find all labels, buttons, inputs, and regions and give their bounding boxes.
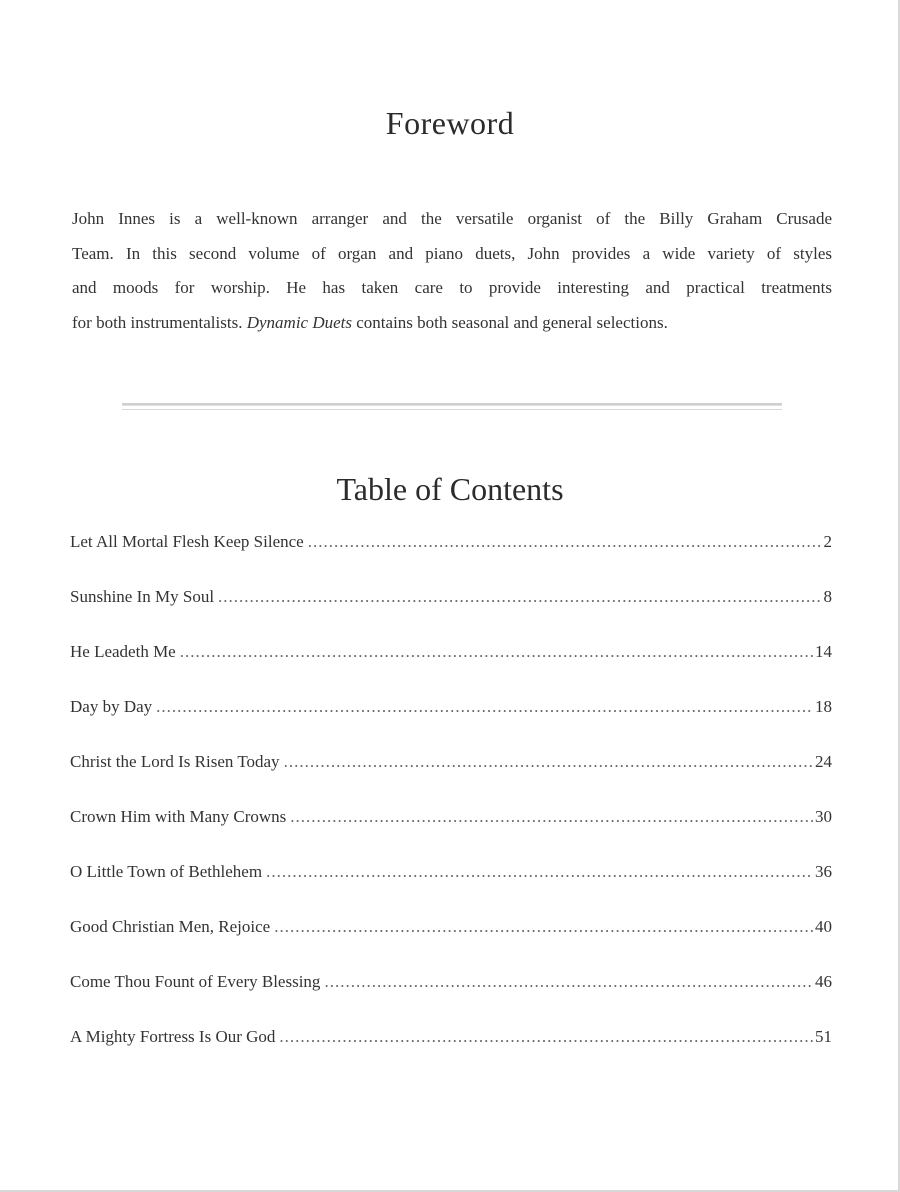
foreword-paragraph (72, 202, 832, 340)
toc-entry (70, 972, 832, 1027)
toc-entry (70, 697, 832, 752)
toc-entry-page: 14 (815, 642, 832, 661)
toc-title: Table of Contents (336, 471, 564, 507)
toc-entry-title: He Leadeth Me (70, 642, 176, 661)
foreword-line: John Innes is a well-known arranger and the versatile organist of the Billy Graham Crusade (72, 209, 832, 228)
toc-dot-leader (284, 752, 813, 772)
toc-entry-title: A Mighty Fortress Is Our God (70, 1027, 276, 1046)
toc-entry-page: 36 (815, 862, 832, 881)
toc-dot-leader (274, 917, 813, 937)
toc-dot-leader (308, 532, 822, 552)
table-of-contents (70, 532, 832, 1082)
book-title-italic: Dynamic Duets (246, 312, 352, 332)
toc-entry (70, 587, 832, 642)
toc-entry-page: 51 (815, 1027, 832, 1046)
foreword-line (72, 306, 832, 341)
foreword-line: and moods for worship. He has taken care to provide interesting and practical treatments (72, 278, 832, 297)
toc-entry-page: 8 (823, 587, 832, 606)
toc-entry-page: 24 (815, 752, 832, 771)
foreword-title: Foreword (385, 105, 515, 141)
toc-entry-title: O Little Town of Bethlehem (70, 862, 263, 881)
toc-entry (70, 917, 832, 972)
section-divider-line (122, 409, 782, 410)
toc-entry-title: Christ the Lord Is Risen Today (70, 752, 280, 771)
toc-entry (70, 642, 832, 697)
toc-entry-page: 2 (823, 532, 832, 551)
toc-dot-leader (290, 807, 813, 827)
toc-entry-title: Good Christian Men, Rejoice (70, 917, 271, 936)
toc-entry-title: Crown Him with Many Crowns (70, 807, 287, 826)
toc-entry (70, 862, 832, 917)
toc-entry-page: 30 (815, 807, 832, 826)
section-divider (122, 403, 782, 406)
toc-entry-page: 46 (815, 972, 832, 991)
toc-dot-leader (324, 972, 813, 992)
toc-entry-page: 40 (815, 917, 832, 936)
toc-entry-title: Let All Mortal Flesh Keep Silence (70, 532, 304, 551)
toc-dot-leader (266, 862, 813, 882)
toc-dot-leader (156, 697, 813, 717)
toc-entry-title: Day by Day (70, 697, 153, 716)
toc-dot-leader (279, 1027, 813, 1047)
toc-entry (70, 532, 832, 587)
toc-entry (70, 752, 832, 807)
toc-entry-page: 18 (815, 697, 832, 716)
foreword-text: for both instrumentalists. (72, 312, 247, 332)
toc-entry-title: Come Thou Fount of Every Blessing (70, 972, 321, 991)
toc-dot-leader (218, 587, 821, 607)
toc-entry-title: Sunshine In My Soul (70, 587, 215, 606)
foreword-line: Team. In this second volume of organ and piano duets, John provides a wide variety of styles (72, 243, 832, 263)
foreword-text: contains both seasonal and general selections. (352, 312, 668, 332)
toc-entry (70, 807, 832, 862)
toc-entry (70, 1027, 832, 1082)
toc-dot-leader (180, 642, 813, 662)
